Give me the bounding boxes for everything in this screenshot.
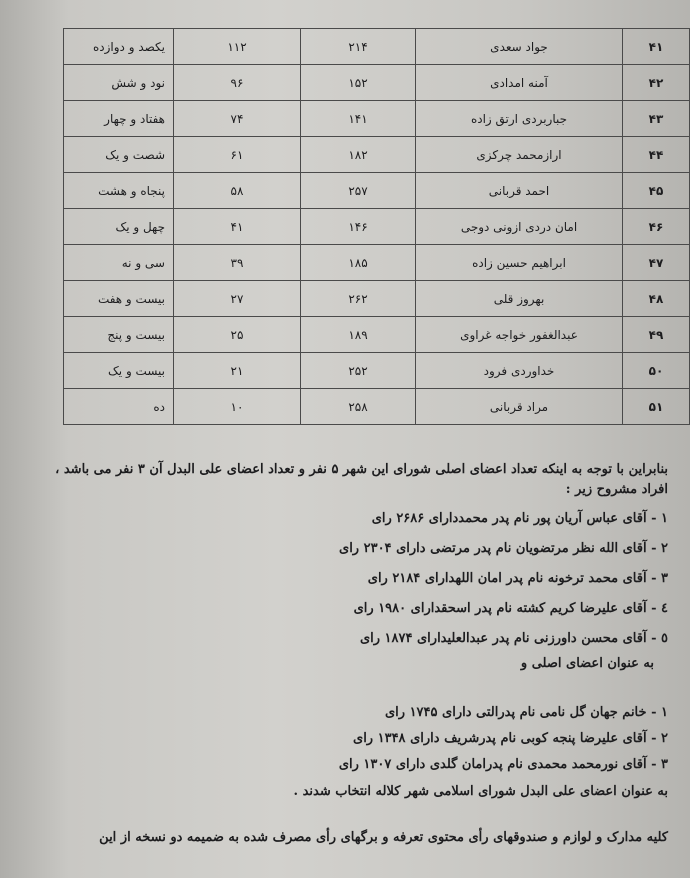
table-row [64, 65, 690, 101]
vote-figure-cell: ۶۱ [174, 137, 301, 173]
vote-in-words-cell: ده [64, 389, 174, 425]
alternate-members-caption: به عنوان اعضای علی البدل شورای اسلامی شهر کلاله انتخاب شدند . [293, 784, 668, 799]
vote-in-words-cell: سی و نه [64, 245, 174, 281]
main-member-item: ۲ - آقای الله نظر مرتضویان نام پدر مرتضی دارای ۲۳۰۴ رای [339, 541, 668, 556]
vote-count-cell: ۱۸۵ [301, 245, 416, 281]
vote-count-cell: ۱۴۶ [301, 209, 416, 245]
row-number-cell: ۵۰ [623, 353, 690, 389]
main-members-list [48, 504, 668, 654]
vote-in-words-cell: شصت و یک [64, 137, 174, 173]
candidate-name-cell: خداوردی فرود [416, 353, 623, 389]
closing-paragraph: کلیه مدارک و لوازم و صندوقهای رأی محتوی تعرفه و برگهای رأی مصرف شده به ضمیمه دو نسخه از این [99, 830, 668, 845]
vote-count-cell: ۱۴۱ [301, 101, 416, 137]
vote-results-rows [64, 29, 690, 425]
table-row [64, 101, 690, 137]
table-row [64, 317, 690, 353]
table-row [64, 173, 690, 209]
vote-count-cell: ۲۱۴ [301, 29, 416, 65]
table-row [64, 245, 690, 281]
vote-in-words-cell: چهل و یک [64, 209, 174, 245]
vote-count-cell: ۲۵۲ [301, 353, 416, 389]
vote-count-cell: ۲۵۷ [301, 173, 416, 209]
row-number-cell: ۴۵ [623, 173, 690, 209]
row-number-cell: ۴۷ [623, 245, 690, 281]
table-row [64, 389, 690, 425]
vote-figure-cell: ۷۴ [174, 101, 301, 137]
intro-paragraph: بنابراین با توجه به اینکه تعداد اعضای اصلی شورای این شهر ۵ نفر و تعداد اعضای علی البدل آن ۳ نفر می باشد ، افراد مشروح زیر : [55, 462, 668, 497]
vote-count-cell: ۲۵۸ [301, 389, 416, 425]
alternate-member-item: ۲ - آقای علیرضا پنجه کوبی نام پدرشریف دارای ۱۳۴۸ رای [353, 731, 668, 746]
table-row [64, 137, 690, 173]
vote-in-words-cell: بیست و پنج [64, 317, 174, 353]
table-row [64, 209, 690, 245]
vote-count-cell: ۱۸۲ [301, 137, 416, 173]
row-number-cell: ۴۲ [623, 65, 690, 101]
vote-in-words-cell: بیست و هفت [64, 281, 174, 317]
vote-count-cell: ۱۸۹ [301, 317, 416, 353]
candidate-name-cell: ارازمحمد چرکزی [416, 137, 623, 173]
alternate-member-item: ۳ - آقای نورمحمد محمدی نام پدرامان گلدی دارای ۱۳۰۷ رای [338, 757, 668, 772]
candidate-name-cell: عبدالغفور خواجه غراوی [416, 317, 623, 353]
candidate-name-cell: ابراهیم حسین زاده [416, 245, 623, 281]
main-member-item: ۱ - آقای عباس آریان پور نام پدر محمددارای ۲۶۸۶ رای [371, 511, 668, 526]
vote-figure-cell: ۲۷ [174, 281, 301, 317]
results-text [48, 460, 668, 848]
vote-in-words-cell: هفتاد و چهار [64, 101, 174, 137]
main-member-item: ٥ - آقای محسن داورزنی نام پدر عبدالعلیدارای ۱۸۷۴ رای [359, 631, 668, 646]
main-members-caption: به عنوان اعضای اصلی و [520, 656, 654, 671]
main-member-item: ۳ - آقای محمد ترخونه نام پدر امان اللهدارای ۲۱۸۴ رای [367, 571, 668, 586]
vote-figure-cell: ۴۱ [174, 209, 301, 245]
vote-figure-cell: ۱۰ [174, 389, 301, 425]
alternate-members-list [48, 700, 668, 778]
row-number-cell: ۴۹ [623, 317, 690, 353]
vote-results-table [63, 28, 690, 425]
candidate-name-cell: امان دردی ازونی دوجی [416, 209, 623, 245]
candidate-name-cell: جباربردی ارتق زاده [416, 101, 623, 137]
vote-figure-cell: ۵۸ [174, 173, 301, 209]
vote-in-words-cell: بیست و یک [64, 353, 174, 389]
candidate-name-cell: احمد قربانی [416, 173, 623, 209]
vote-in-words-cell: نود و شش [64, 65, 174, 101]
table-row [64, 281, 690, 317]
vote-in-words-cell: یکصد و دوازده [64, 29, 174, 65]
row-number-cell: ۴۴ [623, 137, 690, 173]
vote-figure-cell: ۲۵ [174, 317, 301, 353]
row-number-cell: ۴۶ [623, 209, 690, 245]
vote-figure-cell: ۱۱۲ [174, 29, 301, 65]
table-row [64, 353, 690, 389]
alternate-member-item: ۱ - خانم جهان گل نامی نام پدرالتی دارای ۱۷۴۵ رای [384, 705, 668, 720]
row-number-cell: ۴۳ [623, 101, 690, 137]
vote-figure-cell: ۳۹ [174, 245, 301, 281]
candidate-name-cell: آمنه امدادی [416, 65, 623, 101]
vote-figure-cell: ۲۱ [174, 353, 301, 389]
candidate-name-cell: جواد سعدی [416, 29, 623, 65]
candidate-name-cell: بهروز قلی [416, 281, 623, 317]
vote-in-words-cell: پنجاه و هشت [64, 173, 174, 209]
row-number-cell: ۴۱ [623, 29, 690, 65]
vote-figure-cell: ۹۶ [174, 65, 301, 101]
candidate-name-cell: مراد قربانی [416, 389, 623, 425]
vote-count-cell: ۲۶۲ [301, 281, 416, 317]
vote-count-cell: ۱۵۲ [301, 65, 416, 101]
table-row [64, 29, 690, 65]
row-number-cell: ۴۸ [623, 281, 690, 317]
main-member-item: ٤ - آقای علیرضا کریم کشته نام پدر اسحقدارای ۱۹۸۰ رای [353, 601, 668, 616]
row-number-cell: ۵۱ [623, 389, 690, 425]
